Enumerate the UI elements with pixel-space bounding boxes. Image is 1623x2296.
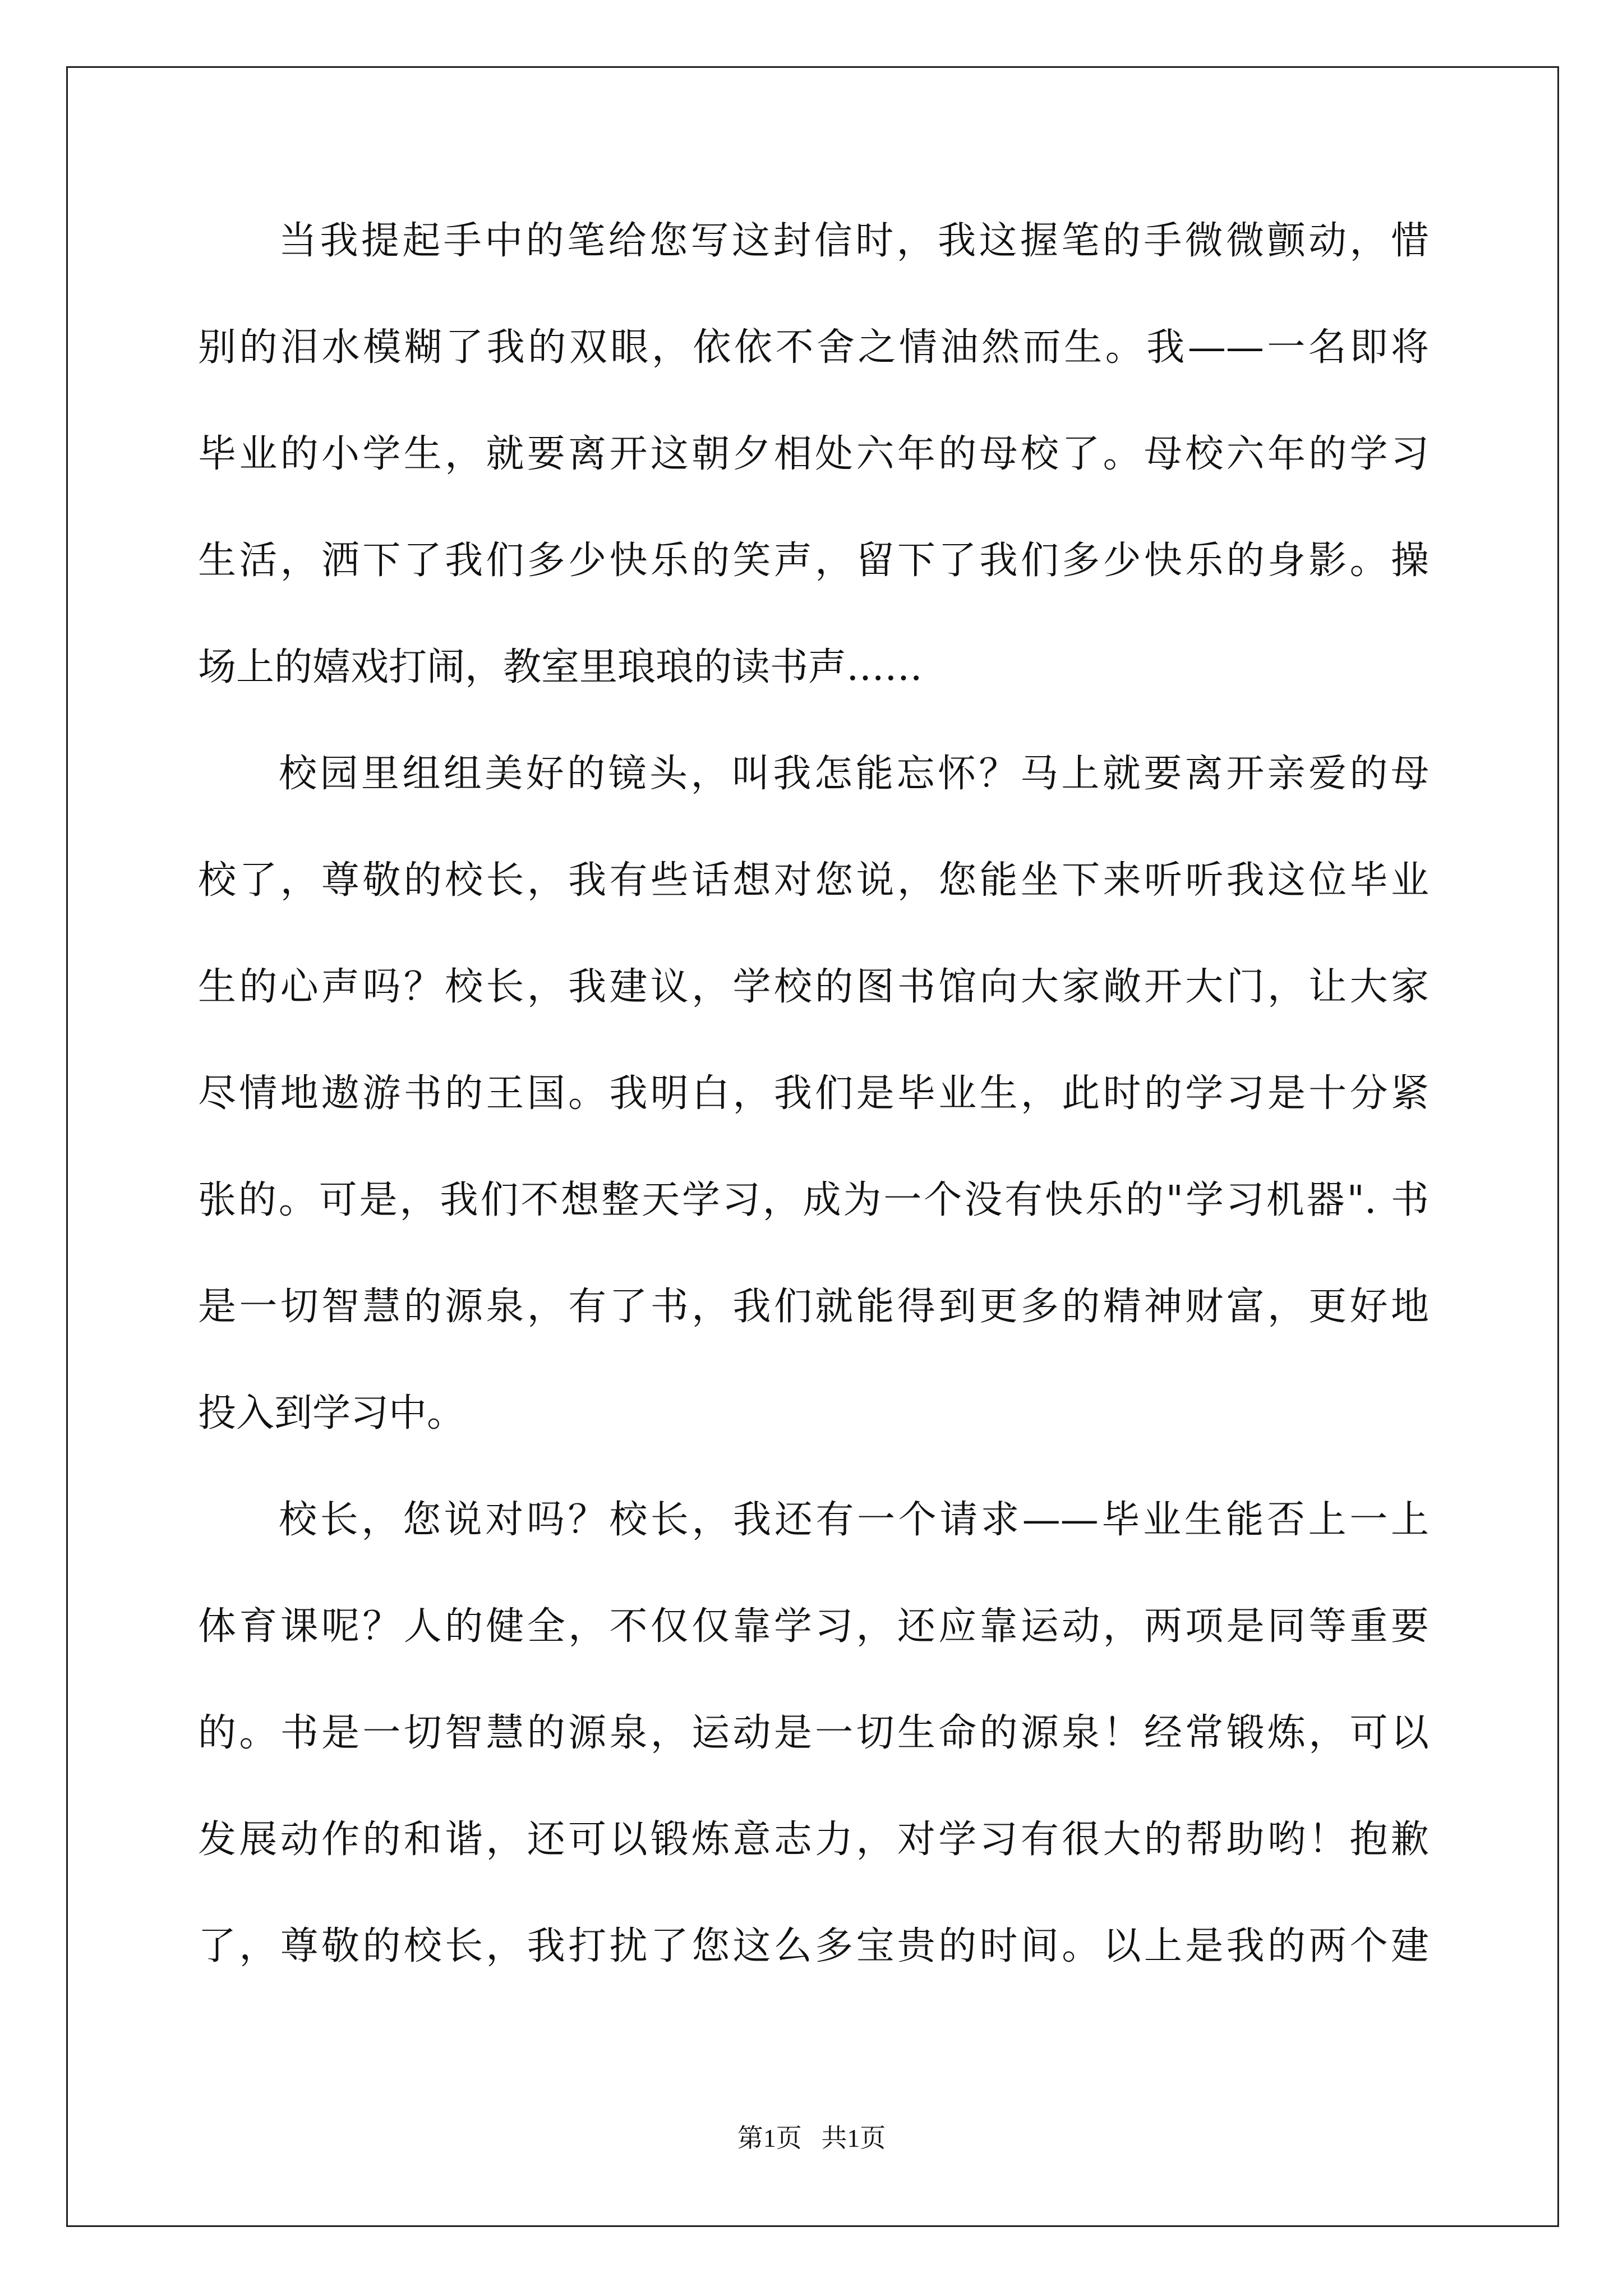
text-line: 了，尊敬的校长，我打扰了您这么多宝贵的时间。以上是我的两个建 xyxy=(198,1924,1429,1968)
text-line: 尽情地遨游书的王国。我明白，我们是毕业生，此时的学习是十分紧 xyxy=(198,1071,1429,1116)
page-footer: 第1页 共1页 xyxy=(737,2124,886,2152)
text-line: 投入到学习中。 xyxy=(198,1391,465,1435)
text-line: 的。书是一切智慧的源泉，运动是一切生命的源泉！经常锻炼，可以 xyxy=(198,1711,1429,1755)
text-line: 当我提起手中的笔给您写这封信时，我这握笔的手微微颤动，惜 xyxy=(279,219,1429,263)
text-line: 发展动作的和谐，还可以锻炼意志力，对学习有很大的帮助哟！抱歉 xyxy=(198,1818,1429,1862)
text-line: 张的。可是，我们不想整天学习，成为一个没有快乐的"学习机器". 书 xyxy=(198,1178,1429,1222)
text-line: 生活，洒下了我们多少快乐的笑声，留下了我们多少快乐的身影。操 xyxy=(198,539,1429,583)
text-line: 体育课呢？人的健全，不仅仅靠学习，还应靠运动，两项是同等重要 xyxy=(198,1604,1429,1649)
text-line: 是一切智慧的源泉，有了书，我们就能得到更多的精神财富，更好地 xyxy=(198,1285,1429,1329)
text-line: 场上的嬉戏打闹，教室里琅琅的读书声…… xyxy=(198,645,923,689)
text-line: 别的泪水模糊了我的双眼，依依不舍之情油然而生。我——一名即将 xyxy=(198,325,1429,370)
text-line: 校长，您说对吗？校长，我还有一个请求——毕业生能否上一上 xyxy=(279,1498,1429,1542)
text-line: 校园里组组美好的镜头，叫我怎能忘怀？马上就要离开亲爱的母 xyxy=(279,752,1429,796)
text-line: 生的心声吗？校长，我建议，学校的图书馆向大家敞开大门，让大家 xyxy=(198,965,1429,1009)
text-line: 毕业的小学生，就要离开这朝夕相处六年的母校了。母校六年的学习 xyxy=(198,432,1429,476)
letter-body xyxy=(198,210,1429,2022)
text-line: 校了，尊敬的校长，我有些话想对您说，您能坐下来听听我这位毕业 xyxy=(198,858,1429,903)
